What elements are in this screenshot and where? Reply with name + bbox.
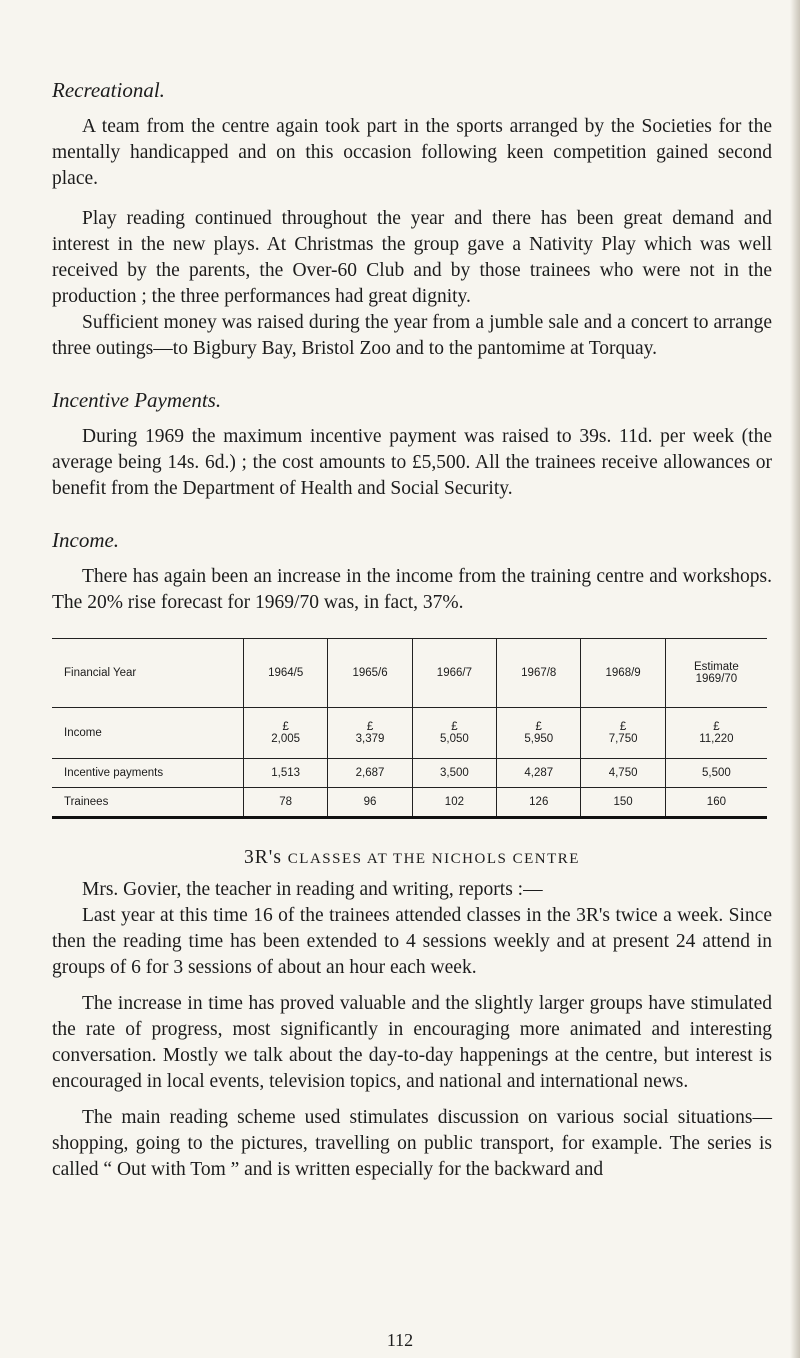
table-cell: 2,005 xyxy=(271,733,301,745)
heading-incentive-payments: Incentive Payments. xyxy=(52,388,222,412)
table-cell: 160 xyxy=(665,788,767,818)
header-year: 1966/7 xyxy=(412,639,496,708)
header-year: 1964/5 xyxy=(244,639,328,708)
currency-symbol: £ xyxy=(619,721,627,733)
currency-symbol: £ xyxy=(451,721,458,733)
row-label: Trainees xyxy=(52,788,244,818)
paragraph: Sufficient money was raised during the year from a jumble sale and a concert to arrange three outings—to Bigbury Bay, Bristol Zoo and to the pantomime at Torquay. xyxy=(52,312,772,359)
page-edge-shadow xyxy=(790,0,800,1358)
header-year: 1967/8 xyxy=(497,639,581,708)
table-cell: 4,750 xyxy=(581,759,665,788)
header-year: 1968/9 xyxy=(581,639,665,708)
table-cell: 11,220 xyxy=(699,733,734,745)
paragraph: The main reading scheme used stimulates discussion on various social situations—shopping, going to the pictures, travelling on public transport, for example. The series is called “ Out with Tom ” and is written especially for the backward and xyxy=(52,1107,772,1180)
table-cell: 7,750 xyxy=(608,733,638,745)
heading-recreational: Recreational. xyxy=(52,78,165,102)
currency-symbol: £ xyxy=(713,721,720,733)
section-title-classes xyxy=(52,847,772,869)
table-cell: 1,513 xyxy=(244,759,328,788)
table-cell: 3,379 xyxy=(355,733,385,745)
table-row xyxy=(52,788,767,818)
currency-symbol: £ xyxy=(282,721,289,733)
paragraph: Mrs. Govier, the teacher in reading and writing, reports :— xyxy=(82,879,543,900)
page-body xyxy=(52,78,772,1183)
financial-table xyxy=(52,638,767,819)
table-cell: 5,050 xyxy=(440,733,469,745)
table-cell: 78 xyxy=(244,788,328,818)
paragraph: Last year at this time 16 of the trainees attended classes in the 3R's twice a week. Since then the reading time has been extended to 4 sessions weekly and at present 24 attend in groups of 6 for 3 sessions of about an hour each week. xyxy=(52,905,772,978)
table-cell: 126 xyxy=(497,788,581,818)
paragraph: A team from the centre again took part in the sports arranged by the Societies for the mentally handicapped and on this occasion following keen competition gained second place. xyxy=(52,116,772,189)
paragraph: The increase in time has proved valuable and the slightly larger groups have stimulated the rate of progress, most significantly in encouraging more animated and interesting conversation. Mostly we talk about the day-to-day happenings at the centre, but interest is encouraged in local events, television topics, and national and international news. xyxy=(52,993,772,1092)
table-cell: 2,687 xyxy=(328,759,412,788)
table-cell: 150 xyxy=(581,788,665,818)
table-row xyxy=(52,759,767,788)
table-cell: 96 xyxy=(328,788,412,818)
row-label: Income xyxy=(52,708,244,759)
header-year: 1965/6 xyxy=(328,639,412,708)
estimate-label: Estimate xyxy=(694,661,739,673)
currency-symbol: £ xyxy=(366,721,374,733)
currency-symbol: £ xyxy=(535,721,542,733)
estimate-year: 1969/70 xyxy=(695,673,738,685)
title-rest: CLASSES AT THE NICHOLS CENTRE xyxy=(287,851,580,867)
table-row xyxy=(52,708,767,759)
page-number: 112 xyxy=(386,1330,414,1350)
paragraph: During 1969 the maximum incentive payment was raised to 39s. 11d. per week (the average being 14s. 6d.) ; the cost amounts to £5,500. All the trainees receive allowances or benefit from the Department of Health and Social Security. xyxy=(52,426,772,499)
row-label: Incentive payments xyxy=(52,759,244,788)
header-estimate xyxy=(665,639,767,708)
title-prefix: 3R's xyxy=(244,847,288,868)
table-cell: 3,500 xyxy=(412,759,496,788)
table-cell: 4,287 xyxy=(497,759,581,788)
heading-income: Income. xyxy=(52,528,120,552)
paragraph: There has again been an increase in the income from the training centre and workshops. The 20% rise forecast for 1969/70 was, in fact, 37%. xyxy=(52,566,772,613)
table-cell: 5,950 xyxy=(524,733,554,745)
paragraph: Play reading continued throughout the year and there has been great demand and interest in the new plays. At Christmas the group gave a Nativity Play which was well received by the parents, the Over-60 Club and by those trainees who were not in the production ; the three performances had great dignity. xyxy=(52,208,772,307)
header-financial-year: Financial Year xyxy=(52,639,244,708)
table-cell: 5,500 xyxy=(665,759,767,788)
table-header-row xyxy=(52,639,767,708)
table-cell: 102 xyxy=(412,788,496,818)
